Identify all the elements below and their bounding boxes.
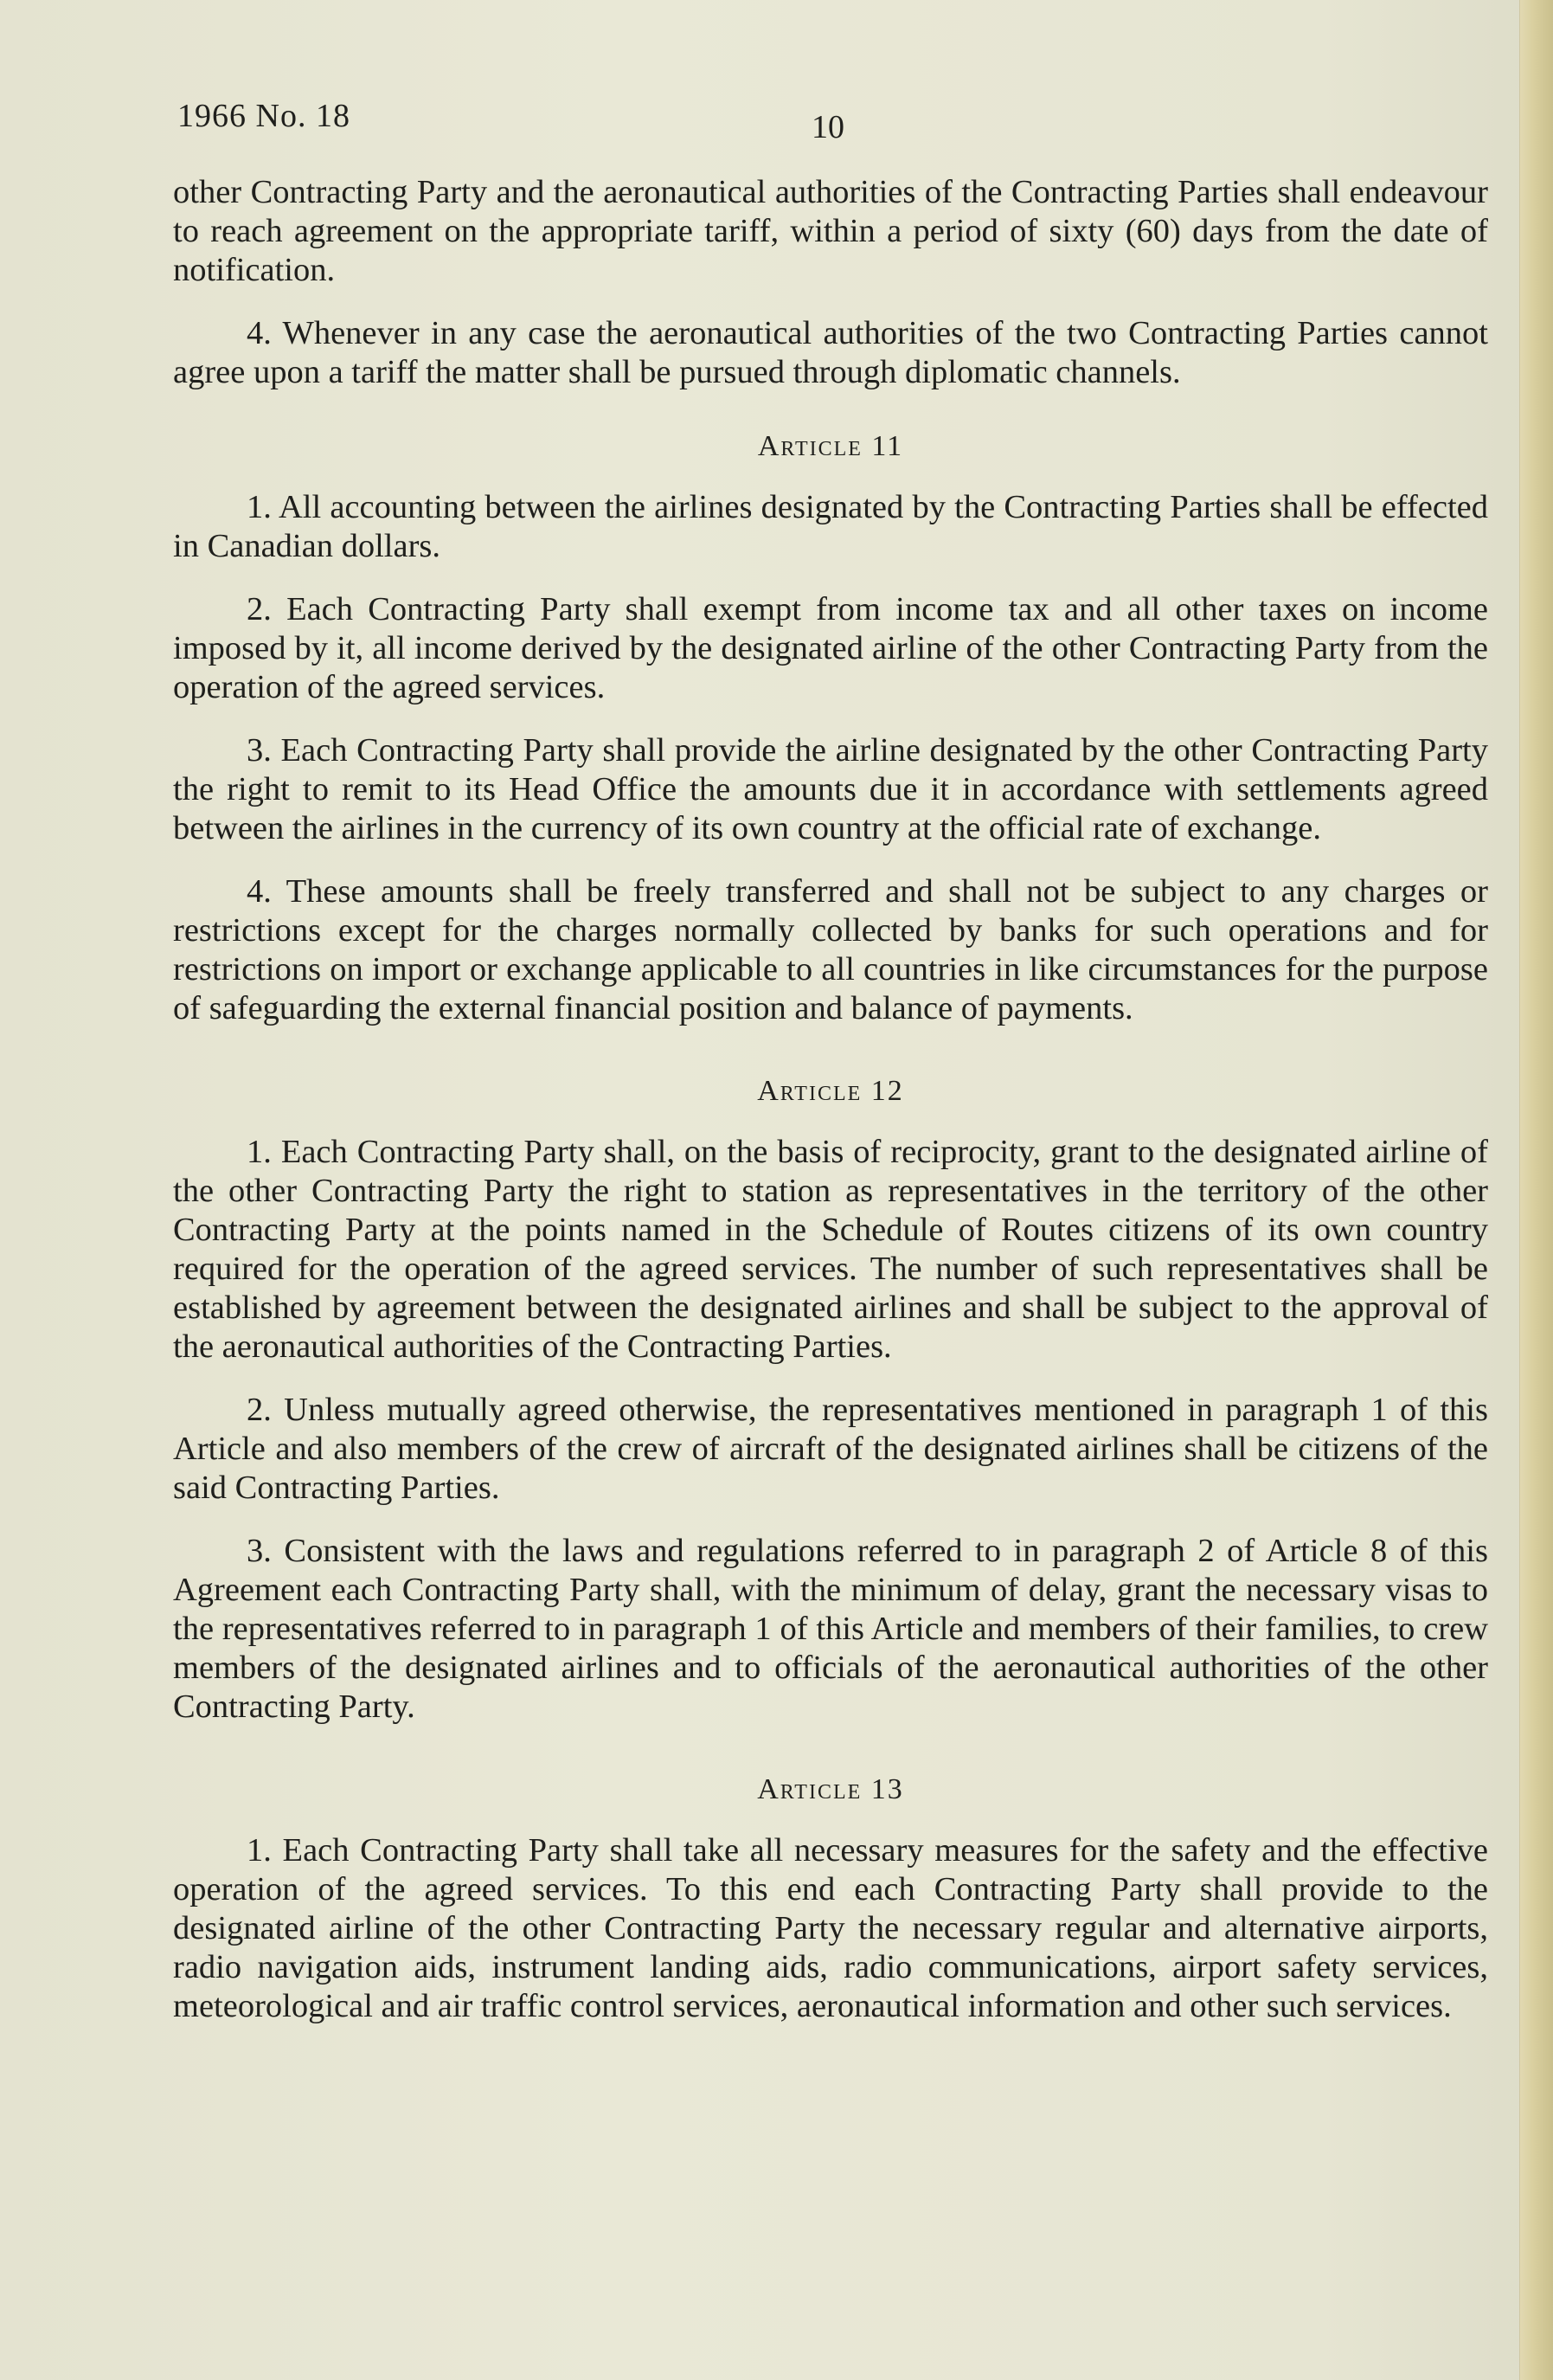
paragraph: 4. Whenever in any case the aeronautical authorities of the two Contracting Parties cannot agree upon a tariff the matter shall be pursued through diplomatic channels. <box>173 315 1488 390</box>
paragraph: 1. All accounting between the airlines designated by the Contracting Parties shall be effected in Canadian dollars. <box>173 489 1488 564</box>
document-body <box>173 173 1488 2050</box>
paragraph: 3. Each Contracting Party shall provide the airline designated by the other Contracting Party the right to remit to its Head Office the amounts due it in accordance with settlements agreed between the airlines in the currency of its own country at the official rate of exchange. <box>173 732 1488 846</box>
paragraph: 2. Unless mutually agreed otherwise, the representatives mentioned in paragraph 1 of this Article and also members of the crew of aircraft of the designated airlines shall be citizens of the said Contracting Parties. <box>173 1392 1488 1506</box>
article-heading: Article 12 <box>757 1075 904 1107</box>
document-reference: 1966 No. 18 <box>177 98 350 134</box>
paragraph: 2. Each Contracting Party shall exempt from income tax and all other taxes on income imposed by it, all income derived by the designated airline of the other Contracting Party from the operation of the agreed services. <box>173 591 1488 705</box>
paragraph: 4. These amounts shall be freely transferred and shall not be subject to any charges or restrictions except for the charges normally collected by banks for such operations and for restrictions on import or exchange applicable to all countries in like circumstances for the purpose of safeguarding the external financial position and balance of payments. <box>173 873 1488 1026</box>
paragraph: 3. Consistent with the laws and regulations referred to in paragraph 2 of Article 8 of this Agreement each Contracting Party shall, with the minimum of delay, grant the necessary visas to the representatives referred to in paragraph 1 of this Article and members of their families, to crew members of the designated airlines and to officials of the aeronautical authorities of the other Contracting Party. <box>173 1533 1488 1725</box>
paragraph-continuation: other Contracting Party and the aeronautical authorities of the Contracting Parties shall endeavour to reach agreement on the appropriate tariff, within a period of sixty (60) days from the date of notification. <box>173 174 1488 288</box>
paragraph: 1. Each Contracting Party shall, on the basis of reciprocity, grant to the designated airline of the other Contracting Party the right to station as representatives in the territory of the other Contracting Party at the points named in the Schedule of Routes citizens of its own country required for the operation of the agreed services. The number of such representatives shall be established by agreement between the designated airlines and shall be subject to the approval of the aeronautical authorities of the Contracting Parties. <box>173 1134 1488 1365</box>
article-heading: Article 13 <box>757 1773 904 1805</box>
page-binding-edge <box>1519 0 1553 2380</box>
page-number: 10 <box>812 109 844 145</box>
article-heading: Article 11 <box>757 430 904 462</box>
paragraph: 1. Each Contracting Party shall take all necessary measures for the safety and the effective operation of the agreed services. To this end each Contracting Party shall provide to the designated airline of the other Contracting Party the necessary regular and alternative airports, radio navigation aids, instrument landing aids, radio communications, airport safety services, meteorological and air traffic control services, aeronautical information and other such services. <box>173 1832 1488 2024</box>
